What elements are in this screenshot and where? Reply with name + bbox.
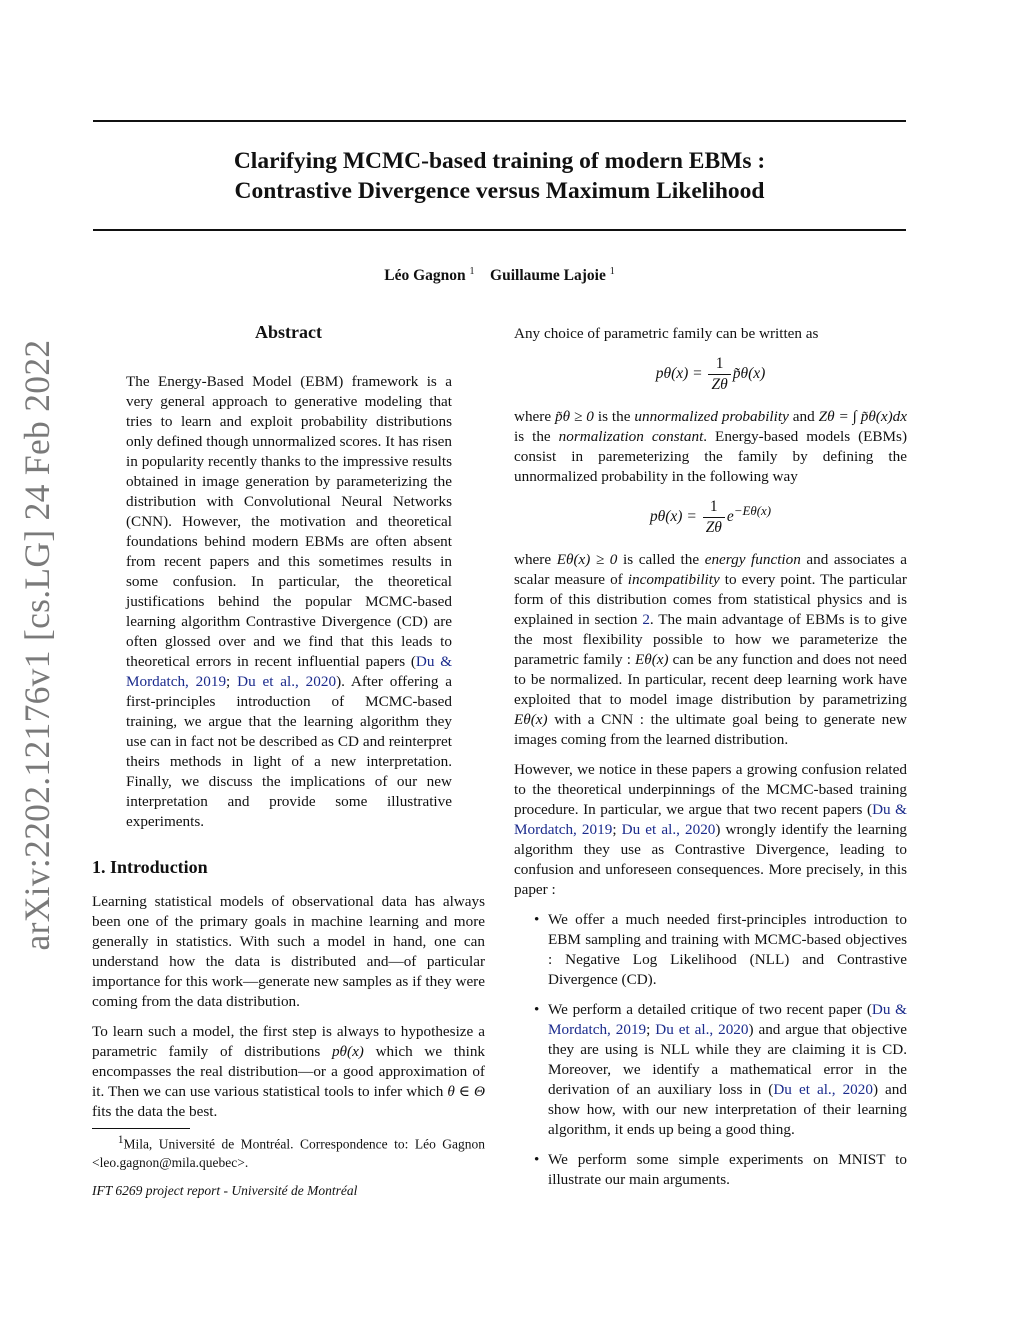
citation-link[interactable]: Du et al., 2020 — [237, 673, 337, 690]
abstract-text-part: The Energy-Based Model (EBM) framework is a very general approach to generative modeling that tries to learn and exploit probability distributions only defined though unnormalized scores. It has risen in popularity recently thanks to the impressive results obtained in image generation by parameterizing the distribution with Convolutional Neural Networks (CNN). However, the motivation and theoretical foundations behind modern EBMs are often absent from recent papers and this sometimes results in some confusion. In particular, the theoretical justifications behind the popular MCMC-based learning algorithm Contrastive Divergence (CD) are often glossed over and we find that this leads to theoretical errors in recent influential papers ( — [126, 373, 452, 670]
paragraph-text: which we think encompasses the real distribution—or a good approximation of it. Then we can use various statistical tools to infer which — [92, 1043, 486, 1100]
footnote-text: Mila, Université de Montréal. Correspondence to: Léo Gagnon <leo.gagnon@mila.quebec>. — [92, 1136, 486, 1170]
paragraph — [92, 1022, 485, 1122]
section-heading-introduction: 1. Introduction — [92, 857, 208, 877]
fraction-denominator: Zθ — [705, 519, 722, 536]
citation-link[interactable]: Du et al., 2020 — [773, 1081, 873, 1098]
contribution-list — [514, 910, 907, 1190]
paragraph — [514, 760, 907, 900]
paragraph-text: is the — [514, 428, 559, 445]
bullet-icon: • — [534, 911, 540, 928]
author-name: Guillaume Lajoie — [490, 267, 606, 285]
page-footer: IFT 6269 project report - Université de Montréal — [92, 1183, 358, 1198]
footnote-mark: 1 — [117, 1134, 124, 1146]
equation-rhs: e — [726, 508, 734, 526]
paragraph-text: . Energy-based models (EBMs) consist in paremeterizing the family by defining the unnormalized probability in the following way — [514, 428, 908, 485]
math-inline: Zθ = ∫ p̃θ(x)dx — [818, 408, 907, 425]
math-inline: θ ∈ Θ — [447, 1083, 486, 1100]
arxiv-identifier: arXiv:2202.12176v1 [cs.LG] 24 Feb 2022 — [17, 339, 57, 951]
abstract-text-part: ). After offering a first-principles introduction of MCMC-based training, we argue that the learning algorithm they use can in fact not be described as CD and reinterpret theirs methods in light of a new interpretation. Finally, we discuss the implications of our new interpretation and provide some illustrative experiments. — [126, 673, 452, 830]
fraction-denominator: Zθ — [711, 376, 728, 393]
fraction-numerator: 1 — [708, 354, 730, 375]
paragraph-text: is the — [593, 408, 635, 425]
abstract-text — [126, 372, 452, 832]
paragraph: Any choice of parametric family can be written as — [514, 325, 819, 342]
math-inline: p̃θ ≥ 0 — [555, 408, 594, 425]
math-inline: pθ(x) — [331, 1043, 364, 1060]
fraction — [703, 497, 725, 538]
citation-separator: ; — [226, 673, 238, 690]
equation-2 — [514, 497, 907, 538]
math-inline: Eθ(x) — [514, 711, 548, 728]
introduction-body — [92, 892, 485, 1132]
paragraph — [514, 550, 907, 750]
math-inline: Eθ(x) ≥ 0 — [556, 551, 618, 568]
citation-link[interactable]: Du & Mordatch, 2019 — [126, 653, 453, 690]
list-item-text: We offer a much needed first-principles introduction to EBM sampling and training with MCMC-based objectives : Negative Log Likelihood (NLL) and Contrastive Divergence (CD). — [548, 911, 907, 988]
paragraph — [514, 407, 907, 487]
paragraph-text: to every point. The particular form of this distribution comes from statistical physics and is explained in section — [514, 571, 907, 628]
title-line-1: Clarifying MCMC-based training of modern EBMs : — [233, 148, 766, 174]
citation-separator: ; — [646, 1021, 656, 1038]
paragraph-text: can be any function and does not need to be normalized. In particular, recent deep learning work have exploited that to model image distribution by parametrizing — [514, 651, 907, 708]
paragraph-text: with a CNN : the ultimate goal being to generate new images coming from the learned distribution. — [514, 711, 907, 748]
paper-title — [93, 146, 906, 206]
paragraph-text: and — [788, 408, 819, 425]
bullet-icon: • — [534, 1151, 540, 1168]
title-bottom-rule — [93, 229, 906, 231]
right-column — [514, 324, 907, 1200]
list-item — [514, 910, 907, 990]
citation-link[interactable]: Du et al., 2020 — [655, 1021, 749, 1038]
emphasis: normalization constant — [558, 428, 704, 445]
paragraph-text: ) wrongly identify the learning algorithm they use as Contrastive Divergence, leading to confusion and unforeseen consequences. More precisely, in this paper : — [514, 821, 908, 898]
paragraph-text: . The main advantage of EBMs is to give the most flexibility possible to how we parameterize the parametric family : — [514, 611, 908, 668]
title-line-2: Contrastive Divergence versus Maximum Likelihood — [234, 178, 765, 204]
list-item — [514, 1150, 907, 1190]
paragraph-text: and associates a scalar measure of — [514, 551, 907, 588]
list-item-text: We perform a detailed critique of two recent paper ( — [548, 1001, 872, 1018]
paragraph: Learning statistical models of observational data has always been one of the primary goals in machine learning and more generally in statistics. With such a model in hand, one can understand how the data is distributed and—of particular importance for this work—generate new samples as if they were coming from the data distribution. — [92, 893, 485, 1010]
emphasis: energy function — [704, 551, 801, 568]
author-name: Léo Gagnon — [384, 267, 466, 285]
paragraph-text: where — [514, 408, 556, 425]
emphasis: incompatibility — [627, 571, 720, 588]
footnote — [92, 1131, 485, 1172]
equation-lhs: pθ(x) = — [655, 365, 707, 383]
emphasis: unnormalized probability — [634, 408, 789, 425]
author-affiliation-mark: 1 — [469, 266, 475, 277]
footnote-rule — [92, 1128, 190, 1129]
bullet-icon: • — [534, 1001, 540, 1018]
paragraph-text: To learn such a model, the first step is always to hypothesize a parametric family of distributions — [92, 1023, 485, 1060]
paragraph-text: However, we notice in these papers a growing confusion related to the theoretical underpinnings of the MCMC-based training procedure. In particular, we argue that two recent papers ( — [514, 761, 907, 818]
paragraph-text: where — [514, 551, 557, 568]
list-item-text: We perform some simple experiments on MNIST to illustrate our main arguments. — [548, 1151, 907, 1188]
equation-lhs: pθ(x) = — [649, 508, 701, 526]
equation-rhs: p̃θ(x) — [732, 365, 766, 383]
citation-separator: ; — [612, 821, 622, 838]
fraction-numerator: 1 — [703, 497, 725, 518]
list-item-text: ) and show how, with our new interpretation of their learning algorithm, it ends up being a good thing. — [548, 1081, 907, 1138]
citation-link[interactable]: Du et al., 2020 — [621, 821, 716, 838]
equation-exponent: −Eθ(x) — [733, 502, 772, 518]
list-item-text: ) and argue that objective they are using is NLL while they are claiming it is CD. Moreover, we identify a mathematical error in the derivation of an auxiliary loss in ( — [548, 1021, 908, 1098]
author-list — [93, 266, 906, 285]
paragraph-text: fits the data the best. — [92, 1103, 218, 1120]
citation-link[interactable]: Du & Mordatch, 2019 — [514, 801, 907, 838]
title-top-rule — [93, 120, 906, 122]
author-affiliation-mark: 1 — [609, 266, 615, 277]
equation-1 — [514, 354, 907, 395]
paragraph-text: is called the — [617, 551, 705, 568]
math-inline: Eθ(x) — [635, 651, 669, 668]
citation-link[interactable]: Du & Mordatch, 2019 — [548, 1001, 907, 1038]
section-reference-link[interactable]: 2 — [642, 611, 650, 628]
list-item — [514, 1000, 907, 1140]
fraction — [708, 354, 730, 395]
abstract-heading: Abstract — [255, 322, 322, 342]
